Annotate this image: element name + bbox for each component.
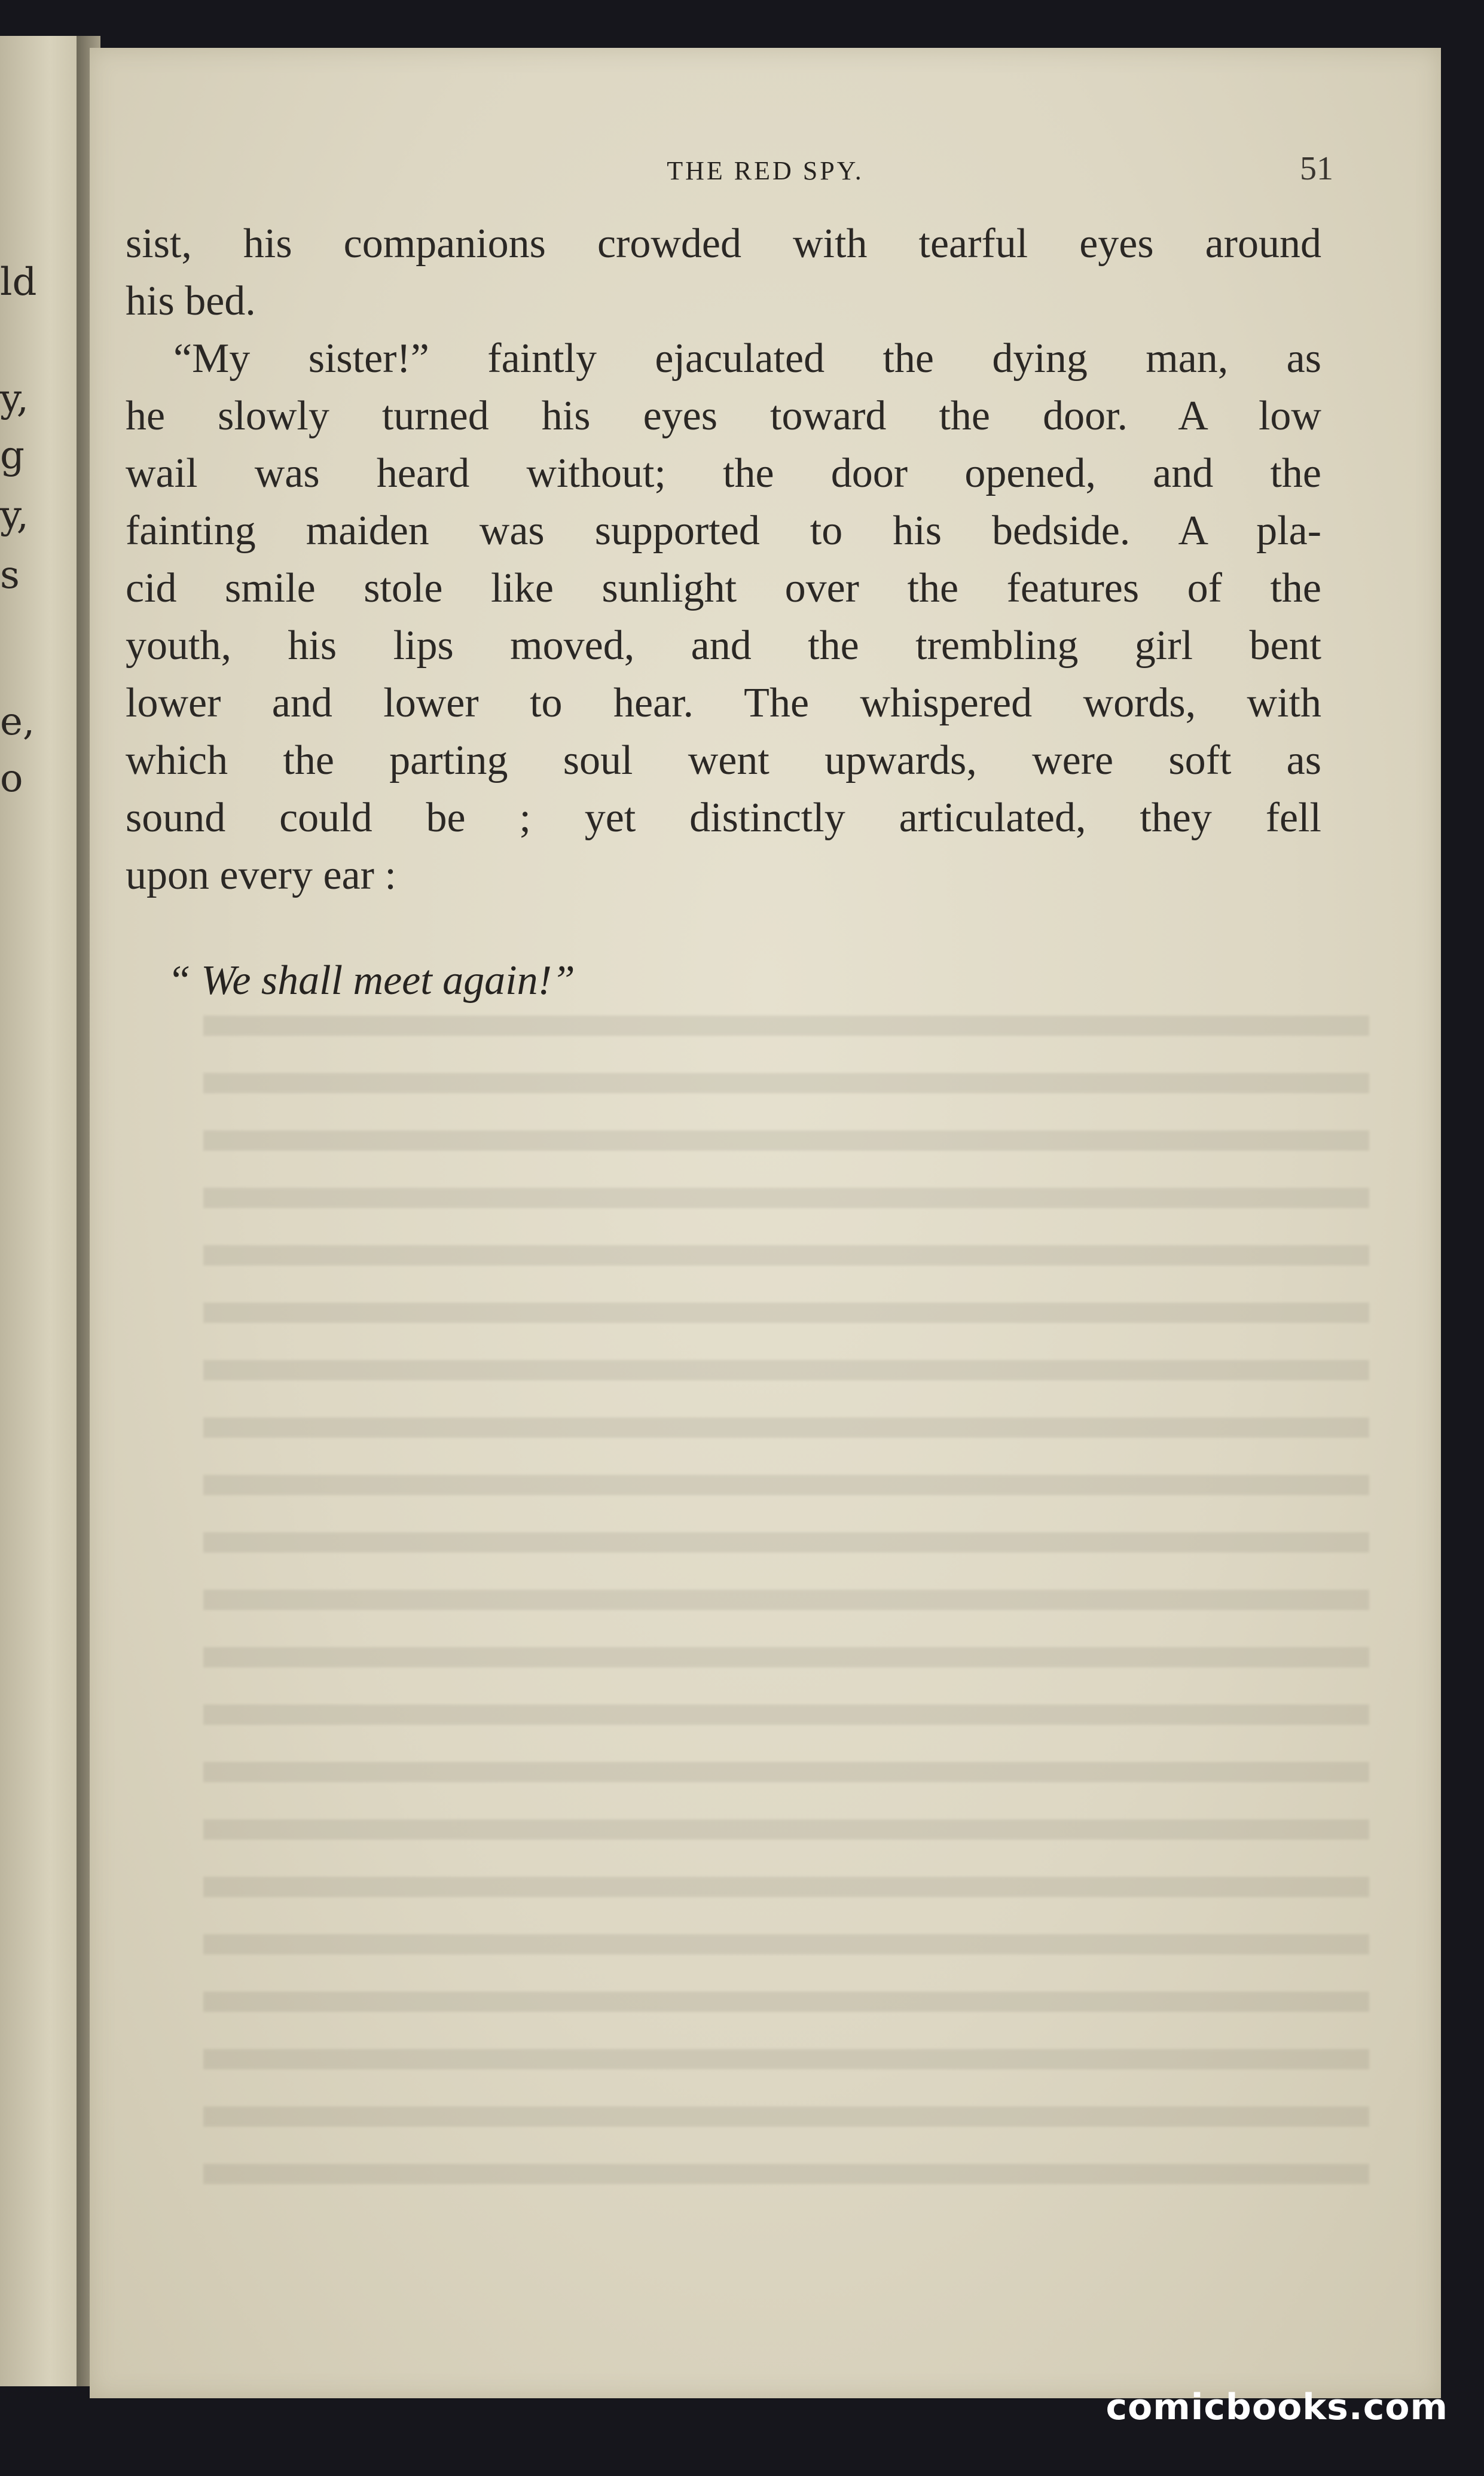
text-line: he slowly turned his eyes toward the door. A low	[126, 393, 1321, 439]
text-line: upon every ear :	[126, 852, 396, 898]
left-page-fragment: y,	[0, 493, 29, 538]
text-line: lower and lower to hear. The whispered words, with	[126, 680, 1321, 726]
text-line: sound could be ; yet distinctly articulated, they fell	[126, 795, 1321, 841]
page-number: 51	[1300, 150, 1333, 187]
left-page-fragment: y,	[0, 377, 29, 421]
text-line: sist, his companions crowded with tearful eyes around	[126, 221, 1321, 267]
text-line: his bed.	[126, 278, 256, 324]
book-page	[90, 48, 1441, 2398]
text-line: wail was heard without; the door opened, and the	[126, 450, 1321, 496]
text-line: fainting maiden was supported to his bedside. A pla-	[126, 508, 1321, 554]
left-page-edge	[0, 36, 84, 2386]
left-page-fragment: o	[0, 757, 23, 801]
left-page-fragment: g	[0, 434, 25, 478]
italic-quote: “ We shall meet again!”	[167, 958, 575, 1004]
text-line: “My sister!” faintly ejaculated the dying man, as	[173, 336, 1321, 382]
left-page-fragment: e,	[0, 700, 35, 744]
watermark: comicbooks.com	[1106, 2386, 1448, 2428]
text-line: youth, his lips moved, and the trembling girl bent	[126, 623, 1321, 669]
running-head: THE RED SPY.	[667, 156, 864, 185]
text-line: cid smile stole like sunlight over the features of the	[126, 565, 1321, 611]
show-through-text	[203, 999, 1369, 2189]
left-page-fragment: ld	[0, 260, 37, 304]
left-page-fragment: s	[0, 553, 20, 597]
text-line: which the parting soul went upwards, were soft as	[126, 737, 1321, 783]
body-text	[126, 215, 1321, 904]
